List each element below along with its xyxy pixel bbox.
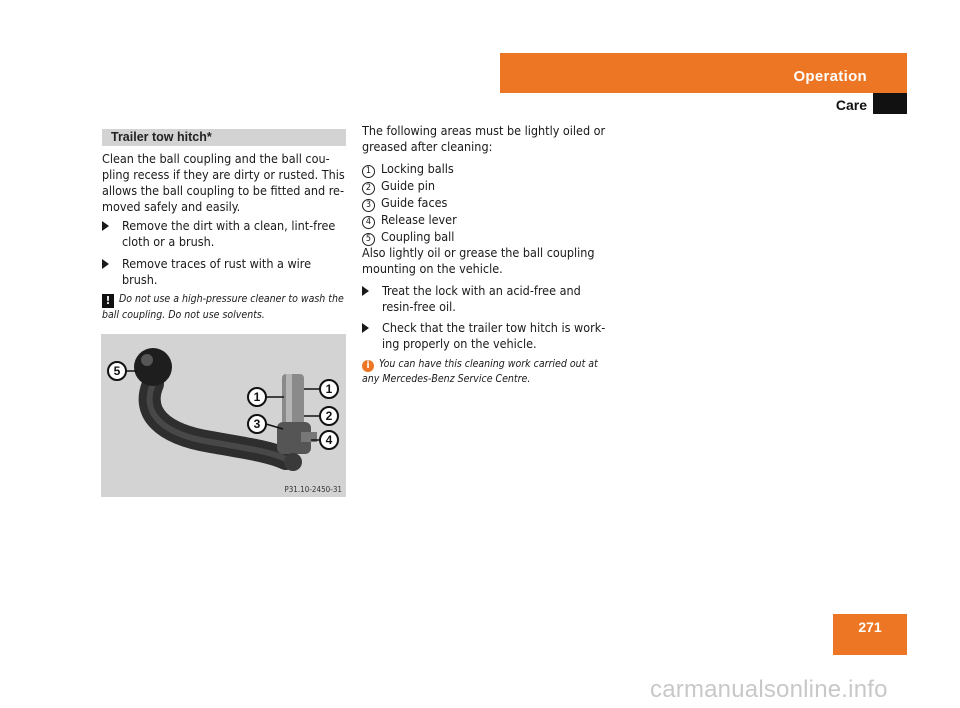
- number-badge: 4: [362, 216, 375, 229]
- info-text: You can have this cleaning work carried out at any Mercedes-Benz Service Centre.: [362, 358, 598, 385]
- oiling-intro: The following areas must be lightly oiled or greased after cleaning:: [362, 123, 606, 154]
- number-badge: 5: [362, 233, 375, 246]
- instruction-bullet: [362, 320, 612, 354]
- list-item: [362, 195, 612, 212]
- arrow-bullet-icon: [102, 221, 109, 231]
- heading-text: Trailer tow hitch*: [111, 130, 212, 144]
- figure-code: P31.10-2450-31: [284, 485, 342, 494]
- callout-1-left: [248, 388, 284, 406]
- arrow-bullet-icon: [362, 323, 369, 333]
- info-note: [362, 357, 617, 387]
- subsection-marker: [873, 93, 907, 114]
- arrow-bullet-icon: [362, 286, 369, 296]
- callout-2-label: 2: [325, 409, 333, 423]
- arrow-bullet-icon: [102, 259, 109, 269]
- tow-hitch-illustration: [101, 334, 346, 497]
- intro-paragraph: Clean the ball coupling and the ball cou-pling recess if they are dirty or rusted. This allows the ball coupling to be fitted and re-moved safely and easily.: [102, 151, 345, 214]
- bullet-text: Remove traces of rust with a wire brush.: [122, 256, 312, 287]
- number-badge: 3: [362, 199, 375, 212]
- bullet-text: Treat the lock with an acid-free and resin-free oil.: [382, 283, 581, 314]
- instruction-bullet: [102, 256, 348, 290]
- list-item-label: Guide faces: [381, 195, 448, 210]
- callout-2: [304, 407, 338, 425]
- trailer-hitch-heading: [102, 129, 346, 146]
- callout-5: [108, 362, 137, 380]
- bullet-text: Check that the trailer tow hitch is work-ing properly on the vehicle.: [382, 320, 606, 351]
- list-item: [362, 229, 612, 246]
- callout-5-label: 5: [113, 364, 121, 378]
- tow-hitch-figure: [101, 334, 346, 497]
- bullet-text: Remove the dirt with a clean, lint-free cloth or a brush.: [122, 218, 336, 249]
- warning-icon: !: [102, 294, 114, 308]
- list-item-label: Locking balls: [381, 161, 454, 176]
- number-badge: 1: [362, 165, 375, 178]
- instruction-bullet: [362, 283, 612, 317]
- list-item-label: Coupling ball: [381, 229, 455, 244]
- list-item-label: Guide pin: [381, 178, 435, 193]
- callout-1-right-label: 1: [325, 382, 333, 396]
- list-item-label: Release lever: [381, 212, 457, 227]
- callout-3-label: 3: [253, 417, 261, 431]
- section-title: Operation: [793, 68, 867, 85]
- list-item: [362, 178, 612, 195]
- lubrication-points-list: [362, 161, 612, 246]
- number-badge: 2: [362, 182, 375, 195]
- warning-text: Do not use a high-pressure cleaner to wash the ball coupling. Do not use solvents.: [102, 293, 344, 321]
- mounting-paragraph: Also lightly oil or grease the ball coupling mounting on the vehicle.: [362, 245, 595, 276]
- page-number: 271: [858, 619, 882, 635]
- subsection-title: Care: [835, 97, 867, 113]
- callout-4-label: 4: [325, 433, 333, 447]
- list-item: [362, 161, 612, 178]
- list-item: [362, 212, 612, 229]
- instruction-bullet: [102, 218, 348, 252]
- callout-1-right: [304, 380, 338, 398]
- callout-1-left-label: 1: [253, 390, 261, 404]
- watermark: carmanualsonline.info: [650, 676, 888, 703]
- warning-note: [102, 292, 352, 323]
- info-icon: i: [362, 360, 374, 372]
